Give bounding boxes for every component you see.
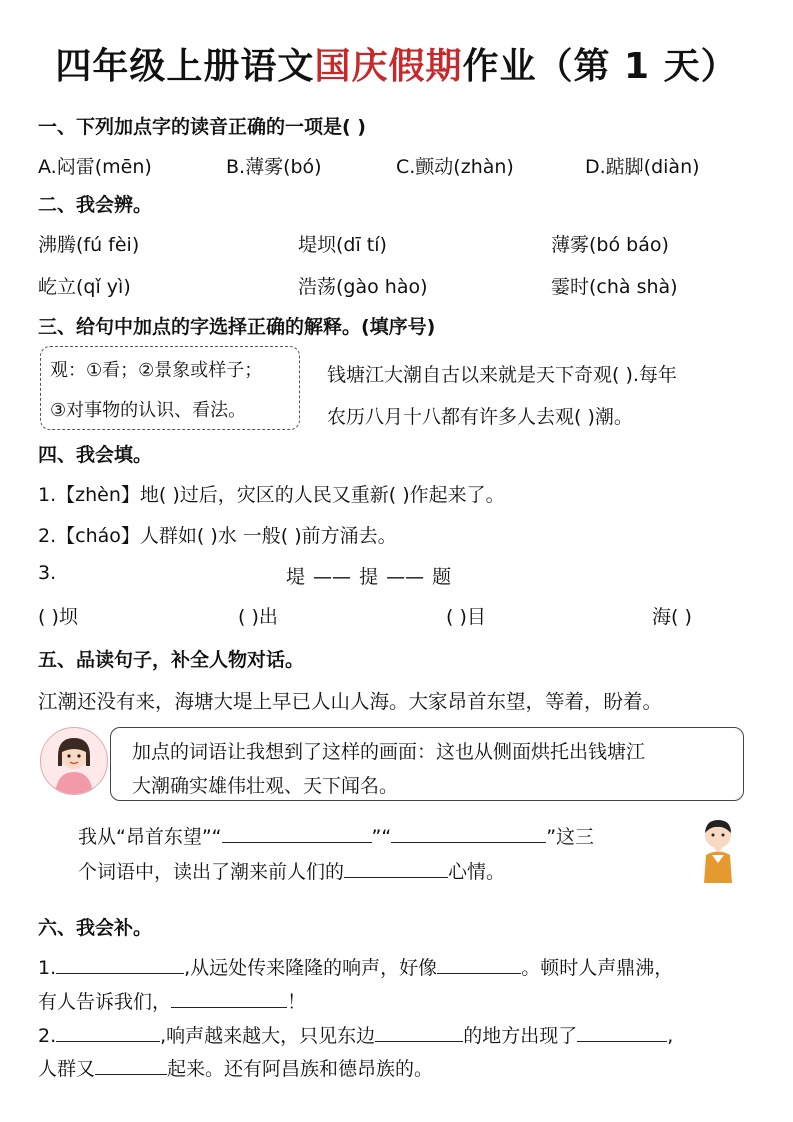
definition-line-1: 观：①看；②景象或样子； bbox=[50, 360, 263, 381]
reading-sentence: 江潮还没有来，海塘大堤上早已人山人海。大家昂首东望，等着，盼着。 bbox=[38, 690, 663, 713]
section-2-heading: 二、我会辨。 bbox=[38, 194, 153, 216]
answer-blank[interactable] bbox=[171, 988, 287, 1008]
answer-blank[interactable] bbox=[437, 954, 521, 974]
fill-item: ( )目 bbox=[446, 606, 486, 628]
word-pair: 屹立(qǐ yì) bbox=[38, 276, 131, 298]
option-c: C.颤动(zhàn) bbox=[396, 156, 514, 178]
supplement-2-line-2: 人群又 起来。还有阿昌族和德昂族的。 bbox=[38, 1054, 433, 1081]
fill-question-2: 2.【cháo】人群如( )水 一般( )前方涌去。 bbox=[38, 525, 397, 547]
word-pair: 霎时(chà shà) bbox=[551, 276, 678, 298]
girl-avatar bbox=[40, 727, 108, 795]
sentence-line-2: 农历八月十八都有许多人去观( )潮。 bbox=[327, 406, 633, 428]
section-1-heading: 一、下列加点字的读音正确的一项是( ) bbox=[38, 116, 366, 138]
fill-item: ( )坝 bbox=[38, 606, 78, 628]
answer-blank[interactable] bbox=[56, 954, 184, 974]
answer-blank[interactable] bbox=[56, 1022, 160, 1042]
option-a: A.闷雷(mēn) bbox=[38, 156, 152, 178]
answer-blank[interactable] bbox=[577, 1022, 667, 1042]
word-pair: 堤坝(dī tí) bbox=[298, 234, 387, 256]
supplement-1-line-2: 有人告诉我们， ！ bbox=[38, 987, 306, 1014]
option-d: D.踮脚(diàn) bbox=[585, 156, 700, 178]
answer-blank[interactable] bbox=[95, 1055, 167, 1075]
section-6-heading: 六、我会补。 bbox=[38, 917, 153, 939]
bubble-line-1: 加点的词语让我想到了这样的画面：这也从侧面烘托出钱塘江 bbox=[132, 741, 646, 763]
title-part3: 作业（第 1 天） bbox=[462, 46, 738, 87]
definition-line-2: ③对事物的认识、看法。 bbox=[50, 400, 247, 421]
supplement-2-line-1: 2. ,响声越来越大，只见东边 的地方出现了 , bbox=[38, 1021, 673, 1048]
boy-line-2: 个词语中，读出了潮来前人们的 心情。 bbox=[78, 857, 505, 884]
answer-blank[interactable] bbox=[344, 858, 448, 878]
option-b: B.薄雾(bó) bbox=[226, 156, 322, 178]
supplement-1-line-1: 1. ,从远处传来隆隆的响声，好像 。顿时人声鼎沸， bbox=[38, 953, 673, 980]
title-part1: 四年级上册语文 bbox=[55, 46, 315, 87]
word-pair: 薄雾(bó báo) bbox=[551, 234, 669, 256]
section-3-heading: 三、给句中加点的字选择正确的解释。(填序号) bbox=[38, 316, 436, 338]
word-pair: 沸腾(fú fèi) bbox=[38, 234, 140, 256]
word-pair: 浩荡(gào hào) bbox=[298, 276, 428, 298]
bubble-line-2: 大潮确实雄伟壮观、天下闻名。 bbox=[132, 775, 399, 797]
boy-line-1: 我从“昂首东望”“ ”“ ”这三 bbox=[78, 822, 594, 849]
character-chain: 堤 —— 提 —— 题 bbox=[286, 566, 452, 588]
answer-blank[interactable] bbox=[375, 1022, 463, 1042]
section-4-heading: 四、我会填。 bbox=[38, 444, 153, 466]
fill-item: 海( ) bbox=[652, 606, 692, 628]
title-highlight: 国庆假期 bbox=[314, 46, 463, 87]
fill-question-3-label: 3. bbox=[38, 562, 57, 584]
page-title bbox=[0, 38, 793, 89]
boy-figure bbox=[692, 815, 744, 885]
fill-item: ( )出 bbox=[238, 606, 278, 628]
section-5-heading: 五、品读句子，补全人物对话。 bbox=[38, 649, 305, 671]
answer-blank[interactable] bbox=[391, 823, 546, 843]
answer-blank[interactable] bbox=[222, 823, 372, 843]
sentence-line-1: 钱塘江大潮自古以来就是天下奇观( ).每年 bbox=[327, 364, 677, 386]
fill-question-1: 1.【zhèn】地( )过后，灾区的人民又重新( )作起来了。 bbox=[38, 484, 505, 506]
